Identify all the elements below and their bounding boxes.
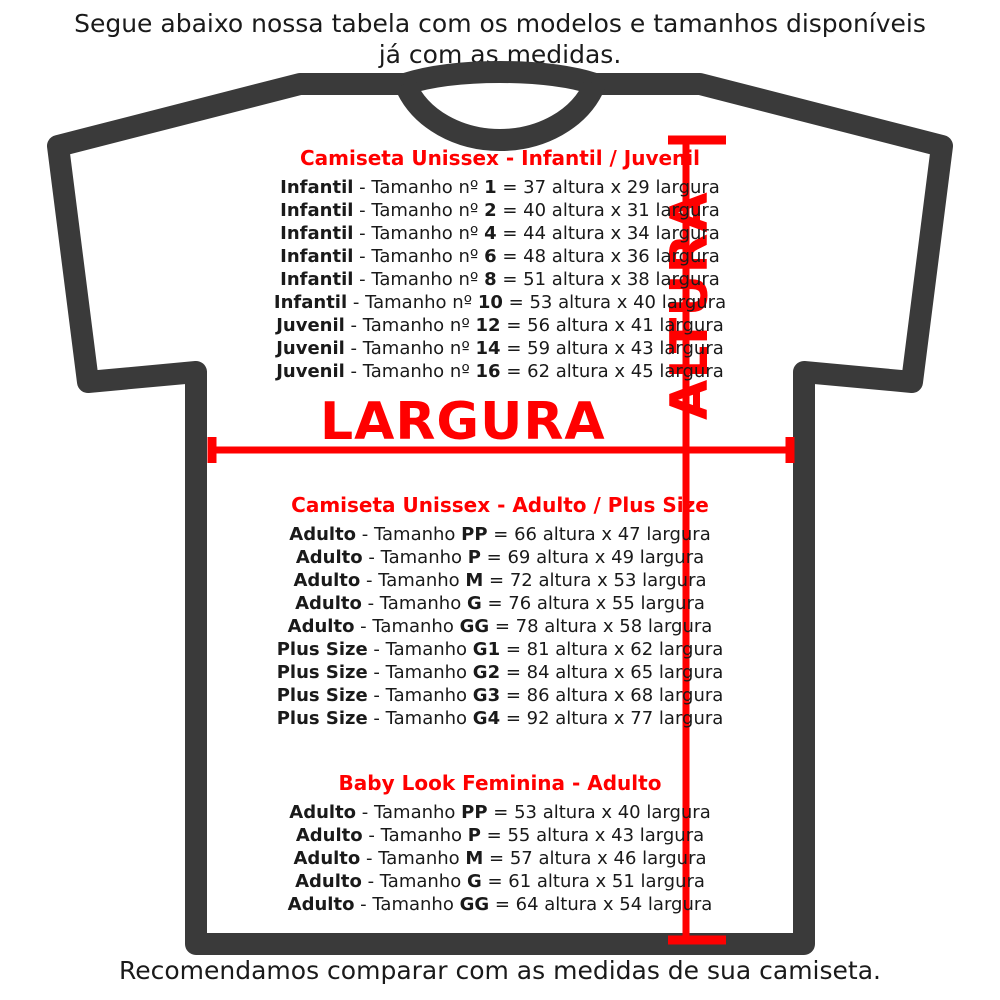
size-row-measure: = 59 altura x 43 largura — [500, 338, 724, 359]
largura-label: LARGURA — [320, 392, 606, 452]
size-row-size: M — [465, 570, 484, 591]
size-row-measure: = 81 altura x 62 largura — [500, 639, 724, 660]
size-row — [0, 661, 1000, 684]
size-row-measure: = 40 altura x 31 largura — [496, 200, 720, 221]
size-row-size: 14 — [475, 338, 501, 359]
size-row-measure: = 61 altura x 51 largura — [481, 871, 705, 892]
size-row-separator: - Tamanho — [361, 871, 467, 892]
size-block-adulto — [0, 492, 1000, 730]
size-row-measure: = 53 altura x 40 largura — [502, 292, 727, 313]
size-rows-infantil — [0, 176, 1000, 383]
size-block-infantil — [0, 145, 1000, 383]
size-row — [0, 245, 1000, 268]
size-row-separator: - Tamanho — [367, 708, 473, 729]
size-row-group: Juvenil — [276, 315, 345, 336]
size-row-separator: - Tamanho — [354, 894, 460, 915]
size-row — [0, 824, 1000, 847]
size-row-separator: - Tamanho — [362, 547, 468, 568]
size-row-separator: - Tamanho — [360, 570, 466, 591]
size-row-measure: = 44 altura x 34 largura — [496, 223, 720, 244]
header-caption-line2: já com as medidas. — [378, 40, 622, 69]
size-row-separator: - Tamanho nº — [353, 177, 485, 198]
size-row-size: GG — [459, 616, 490, 637]
size-row-separator: - Tamanho — [356, 802, 462, 823]
size-row-measure: = 37 altura x 29 largura — [496, 177, 720, 198]
size-row — [0, 893, 1000, 916]
size-row-separator: - Tamanho nº — [353, 200, 485, 221]
size-row-size: G — [466, 593, 482, 614]
size-row-separator: - Tamanho — [354, 616, 460, 637]
size-row-measure: = 53 altura x 40 largura — [487, 802, 711, 823]
size-row-group: Adulto — [287, 616, 355, 637]
size-row-size: 1 — [484, 177, 497, 198]
size-row-separator: - Tamanho — [356, 524, 462, 545]
size-row-measure: = 62 altura x 45 largura — [500, 361, 724, 382]
size-row-measure: = 78 altura x 58 largura — [489, 616, 713, 637]
size-row-separator: - Tamanho — [361, 593, 467, 614]
size-row — [0, 592, 1000, 615]
size-row-measure: = 76 altura x 55 largura — [481, 593, 705, 614]
size-row-group: Adulto — [295, 871, 362, 892]
size-row-group: Adulto — [295, 825, 363, 846]
size-row — [0, 291, 1000, 314]
size-row — [0, 360, 1000, 383]
size-row-size: P — [467, 825, 481, 846]
size-row-separator: - Tamanho — [362, 825, 468, 846]
size-row-size: GG — [459, 894, 490, 915]
size-row — [0, 268, 1000, 291]
size-row-group: Infantil — [280, 246, 354, 267]
size-row-group: Juvenil — [276, 361, 345, 382]
size-row — [0, 684, 1000, 707]
size-row-measure: = 66 altura x 47 largura — [487, 524, 711, 545]
size-row — [0, 523, 1000, 546]
size-row-separator: - Tamanho nº — [344, 315, 476, 336]
size-row — [0, 314, 1000, 337]
block-title: Camiseta Unissex - Infantil / Juvenil — [299, 146, 701, 170]
size-row — [0, 199, 1000, 222]
size-row-measure: = 56 altura x 41 largura — [500, 315, 724, 336]
size-row-separator: - Tamanho — [367, 685, 473, 706]
size-row-group: Adulto — [293, 848, 361, 869]
size-row-group: Adulto — [289, 802, 357, 823]
size-row-separator: - Tamanho — [367, 662, 473, 683]
size-row — [0, 707, 1000, 730]
size-row-size: 10 — [477, 292, 503, 313]
size-row-size: G3 — [472, 685, 501, 706]
size-row-group: Infantil — [280, 177, 354, 198]
header-caption-line1: Segue abaixo nossa tabela com os modelos e tamanhos disponíveis — [74, 9, 926, 38]
size-row-group: Plus Size — [276, 662, 368, 683]
block-title: Camiseta Unissex - Adulto / Plus Size — [291, 493, 709, 517]
size-row-measure: = 69 altura x 49 largura — [480, 547, 705, 568]
size-row-size: G — [466, 871, 482, 892]
size-row-size: PP — [461, 524, 488, 545]
size-row-group: Plus Size — [276, 639, 368, 660]
size-row — [0, 870, 1000, 893]
size-row-measure: = 86 altura x 68 largura — [500, 685, 724, 706]
size-row — [0, 222, 1000, 245]
size-row-size: 12 — [475, 315, 501, 336]
size-row-group: Adulto — [295, 593, 362, 614]
size-row-group: Plus Size — [276, 708, 368, 729]
size-row-size: G4 — [472, 708, 501, 729]
size-row-size: G2 — [472, 662, 501, 683]
size-rows-baby — [0, 801, 1000, 916]
size-row-measure: = 51 altura x 38 largura — [496, 269, 720, 290]
size-rows-adulto — [0, 523, 1000, 730]
size-row — [0, 546, 1000, 569]
size-row-measure: = 64 altura x 54 largura — [489, 894, 713, 915]
size-row-size: 8 — [484, 269, 497, 290]
footer-caption: Recomendamos comparar com as medidas de sua camiseta. — [119, 956, 881, 985]
size-row — [0, 638, 1000, 661]
size-row-measure: = 84 altura x 65 largura — [500, 662, 724, 683]
size-row-size: P — [467, 547, 481, 568]
size-row-size: 4 — [484, 223, 497, 244]
size-block-baby — [0, 770, 1000, 916]
size-row-size: 2 — [484, 200, 497, 221]
size-row-separator: - Tamanho nº — [344, 361, 476, 382]
size-row-measure: = 92 altura x 77 largura — [500, 708, 724, 729]
size-row-group: Plus Size — [276, 685, 368, 706]
size-row-separator: - Tamanho nº — [347, 292, 478, 313]
size-row-separator: - Tamanho — [367, 639, 473, 660]
size-row-separator: - Tamanho nº — [353, 269, 485, 290]
size-row-measure: = 72 altura x 53 largura — [483, 570, 707, 591]
size-row-measure: = 57 altura x 46 largura — [483, 848, 707, 869]
size-row-separator: - Tamanho nº — [344, 338, 476, 359]
size-row-size: G1 — [472, 639, 501, 660]
size-row-group: Infantil — [280, 223, 354, 244]
size-row-group: Adulto — [289, 524, 357, 545]
block-title: Baby Look Feminina - Adulto — [338, 771, 662, 795]
size-row-measure: = 48 altura x 36 largura — [496, 246, 720, 267]
size-row-group: Juvenil — [276, 338, 345, 359]
size-row-separator: - Tamanho nº — [353, 246, 485, 267]
altura-label: ALTURA — [660, 191, 720, 420]
size-row-size: 16 — [475, 361, 501, 382]
size-row — [0, 569, 1000, 592]
size-row-group: Adulto — [293, 570, 361, 591]
size-row-group: Adulto — [287, 894, 355, 915]
size-row — [0, 337, 1000, 360]
size-row — [0, 847, 1000, 870]
size-row-separator: - Tamanho nº — [353, 223, 485, 244]
size-row-group: Infantil — [280, 200, 354, 221]
size-row-separator: - Tamanho — [360, 848, 466, 869]
size-row-group: Infantil — [280, 269, 354, 290]
size-row — [0, 176, 1000, 199]
size-row-measure: = 55 altura x 43 largura — [480, 825, 705, 846]
size-row-size: PP — [461, 802, 488, 823]
size-row-size: 6 — [484, 246, 497, 267]
size-row-size: M — [465, 848, 484, 869]
size-row — [0, 615, 1000, 638]
size-row — [0, 801, 1000, 824]
size-row-group: Adulto — [295, 547, 363, 568]
size-row-group: Infantil — [273, 292, 348, 313]
